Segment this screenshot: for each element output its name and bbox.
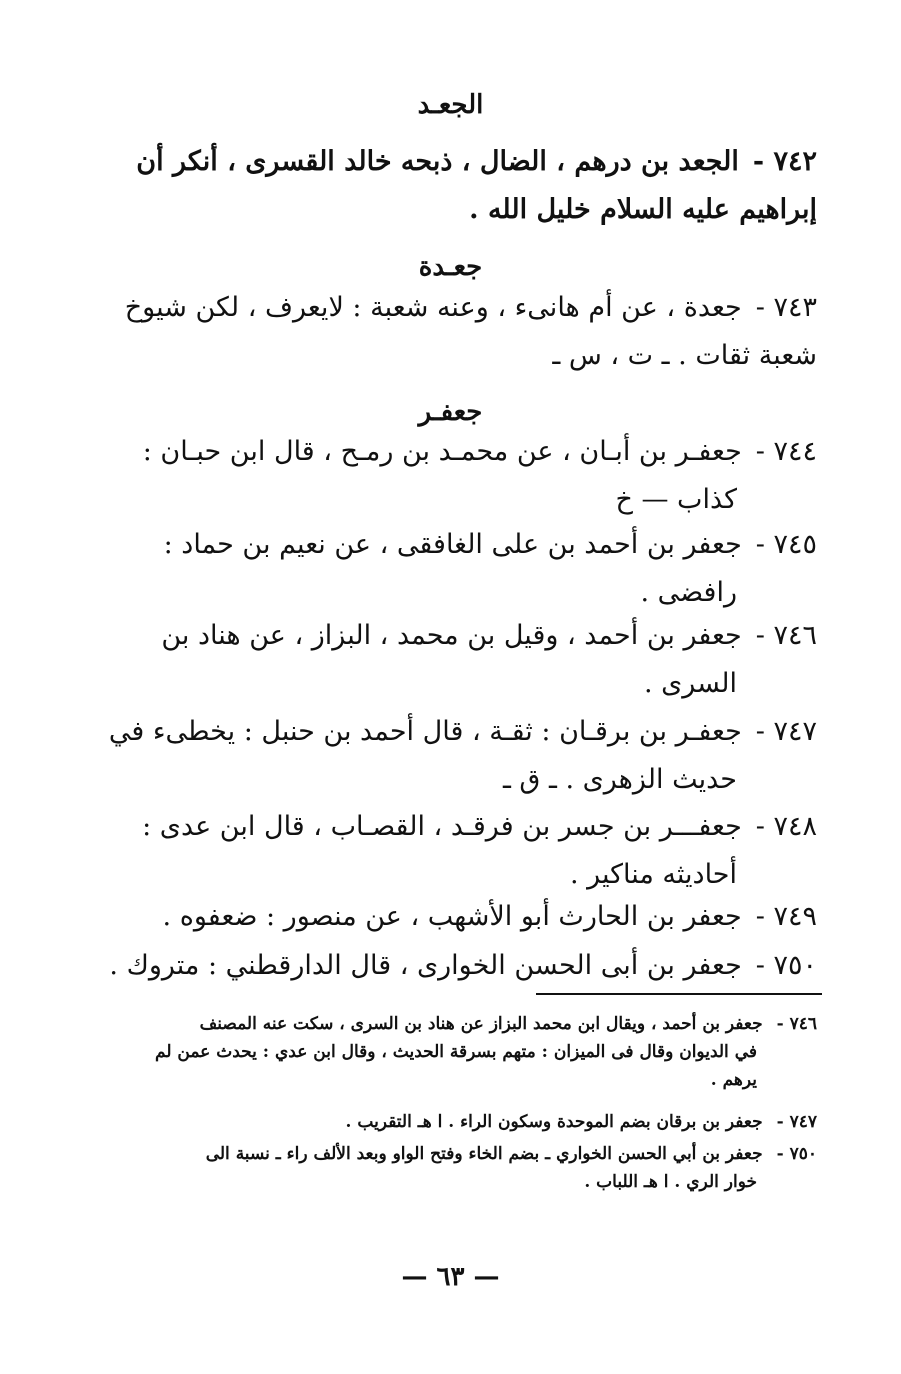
entry-continuation: كذاب — خ: [615, 484, 737, 515]
entry-line: [142, 803, 817, 851]
entry-number: ٧٥٠ -: [755, 950, 817, 981]
entry-number: ٧٤٤ -: [755, 436, 817, 467]
footnote-continuation: خوار الري . ا هـ اللباب .: [584, 1172, 757, 1192]
entry-text: جعدة ، عن أم هانىء ، وعنه شعبة : لايعرف ، لكن شيوخ: [124, 292, 742, 323]
entry-continuation: أحاديثه مناكير .: [569, 859, 737, 890]
entry-line: [142, 428, 817, 476]
entry-text: جعفـــر بن جسر بن فرقـد ، القصـاب ، قال ابن عدى :: [142, 811, 742, 842]
entry-continuation: شعبة ثقات . ـ ت ، س ـ: [552, 340, 817, 371]
entry-743: [124, 284, 817, 380]
section-heading-jaada: جعـدة: [418, 252, 483, 282]
entry-number: ٧٤٢ -: [752, 146, 817, 177]
entry-745: [163, 521, 817, 617]
footnote-continuation: يرهم .: [710, 1070, 757, 1090]
footnote-line: [185, 1108, 817, 1136]
footnote-number: ٧٤٧ -: [776, 1112, 817, 1132]
footnote-number: ٧٤٦ -: [776, 1014, 817, 1034]
footnote-text: جعفر بن أبي الحسن الخواري ـ بضم الخاء وفتح الواو وبعد الألف راء ـ نسبة الى: [205, 1144, 763, 1164]
entry-742: [136, 138, 817, 234]
entry-746: [161, 612, 817, 708]
entry-line: [163, 521, 817, 569]
entry-text: جعفـر بن أبـان ، عن محمـد بن رمـح ، قال ابن حبـان :: [142, 436, 742, 467]
entry-747: [108, 708, 817, 804]
section-heading-jafar: جعفـر: [418, 397, 483, 427]
entry-text: جعفر بن أحمد بن على الغافقى ، عن نعيم بن حماد :: [163, 529, 742, 560]
page-number: — ٦٣ —: [401, 1262, 500, 1292]
section-heading-jaad: الجعـد: [417, 90, 484, 120]
footnote-746: [155, 1010, 817, 1094]
entry-748: [142, 803, 817, 899]
entry-continuation: رافضى .: [640, 577, 737, 608]
footnote-747: [185, 1108, 817, 1136]
entry-line: [162, 893, 817, 941]
entry-text: جعفر بن الحارث أبو الأشهب ، عن منصور : ضعفوه .: [162, 901, 742, 932]
footnote-line: [185, 1140, 817, 1168]
entry-text: الجعد بن درهم ، الضال ، ذبحه خالد القسرى ، أنكر أن: [136, 146, 739, 177]
footnote-750: [185, 1140, 817, 1196]
entry-line: [161, 612, 817, 660]
entry-number: ٧٤٨ -: [755, 811, 817, 842]
footnote-text: جعفر بن برقان بضم الموحدة وسكون الراء . ا هـ التقريب .: [345, 1112, 763, 1132]
footnote-continuation: في الديوان وقال فى الميزان : متهم بسرقة الحديث ، وقال ابن عدي : يحدث عمن لم: [155, 1042, 757, 1062]
entry-750: [109, 942, 817, 990]
entry-number: ٧٤٧ -: [755, 716, 817, 747]
entry-continuation: السرى .: [643, 668, 737, 699]
entry-continuation: حديث الزهرى . ـ ق ـ: [502, 764, 737, 795]
entry-number: ٧٤٩ -: [755, 901, 817, 932]
footnote-line: [185, 1010, 817, 1038]
entry-number: ٧٤٥ -: [755, 529, 817, 560]
entry-line: [108, 708, 817, 756]
entry-line: [109, 942, 817, 990]
entry-number: ٧٤٦ -: [755, 620, 817, 651]
footnote-text: جعفر بن أحمد ، ويقال ابن محمد البزاز عن هناد بن السرى ، سكت عنه المصنف: [199, 1014, 763, 1034]
footnote-divider: [536, 993, 822, 995]
entry-text: جعفر بن أبى الحسن الخوارى ، قال الدارقطني : متروك .: [109, 950, 742, 981]
entry-continuation: إبراهيم عليه السلام خليل الله .: [469, 194, 817, 225]
entry-line: [124, 284, 817, 332]
entry-749: [162, 893, 817, 941]
entry-number: ٧٤٣ -: [755, 292, 817, 323]
footnote-number: ٧٥٠ -: [776, 1144, 817, 1164]
entry-text: جعفر بن أحمد ، وقيل بن محمد ، البزاز ، عن هناد بن: [161, 620, 742, 651]
entry-744: [142, 428, 817, 524]
entry-line: [136, 138, 817, 186]
entry-text: جعفـر بن برقـان : ثقـة ، قال أحمد بن حنبل : يخطىء في: [108, 716, 742, 747]
